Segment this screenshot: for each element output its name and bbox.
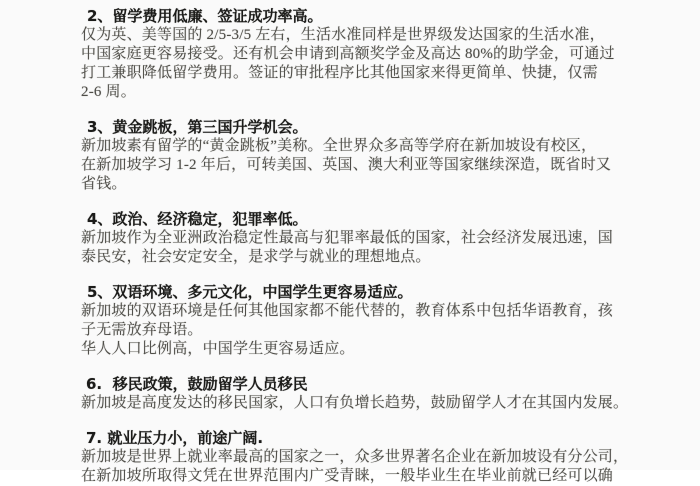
- body-line: 新加坡是世界上就业率最高的国家之一，众多世界著名企业在新加坡设有分公司，: [81, 449, 629, 465]
- body-line: 仅为英、美等国的 2/5-3/5 左右，生活水准同样是世界级发达国家的生活水准，: [81, 27, 605, 43]
- body-line: 在新加坡学习 1-2 年后，可转美国、英国、澳大利亚等国家继续深造，既省时又: [81, 157, 612, 173]
- section-heading: 2、留学费用低廉、签证成功率高。: [87, 7, 323, 25]
- section-political-stability: [81, 210, 641, 267]
- body-line: 省钱。: [81, 176, 127, 192]
- body-line: 子无需放弃母语。: [81, 322, 203, 338]
- section-study-cost: [81, 7, 641, 102]
- section-heading: 3、黄金跳板，第三国升学机会。: [87, 118, 308, 136]
- section-heading: 6. 移民政策，鼓励留学人员移民: [86, 375, 308, 393]
- body-line: 新加坡的双语环境是任何其他国家都不能代替的，教育体系中包括华语教育，孩: [81, 303, 614, 319]
- body-line: 新加坡素有留学的“黄金跳板”美称。全世界众多高等学府在新加坡设有校区，: [81, 138, 597, 154]
- body-line: 新加坡作为全亚洲政治稳定性最高与犯罪率最低的国家，社会经济发展迅速，国: [81, 230, 614, 246]
- body-line: 泰民安，社会安定安全，是求学与就业的理想地点。: [81, 249, 431, 265]
- section-heading: 4、政治、经济稳定，犯罪率低。: [87, 210, 308, 228]
- section-bilingual-environment: [81, 283, 641, 359]
- section-immigration-policy: [81, 375, 641, 413]
- body-line: 2-6 周。: [81, 84, 136, 100]
- section-heading: 5、双语环境、多元文化，中国学生更容易适应。: [87, 283, 413, 301]
- section-golden-springboard: [81, 118, 641, 194]
- body-line: 中国家庭更容易接受。还有机会申请到高额奖学金及高达 80%的助学金，可通过: [81, 46, 615, 62]
- section-employment-prospects: [81, 429, 641, 486]
- body-line: 打工兼职降低留学费用。签证的审批程序比其他国家来得更简单、快捷，仅需: [81, 65, 598, 81]
- body-line: 新加坡是高度发达的移民国家，人口有负增长趋势，鼓励留学人才在其国内发展。: [81, 395, 629, 411]
- body-line: 华人人口比例高，中国学生更容易适应。: [81, 341, 355, 357]
- section-heading: 7. 就业压力小，前途广阔.: [86, 429, 264, 447]
- document-body: [81, 5, 641, 486]
- body-line: 在新加坡所取得文凭在世界范围内广受青睐，一般毕业生在毕业前就已经可以确: [81, 468, 614, 484]
